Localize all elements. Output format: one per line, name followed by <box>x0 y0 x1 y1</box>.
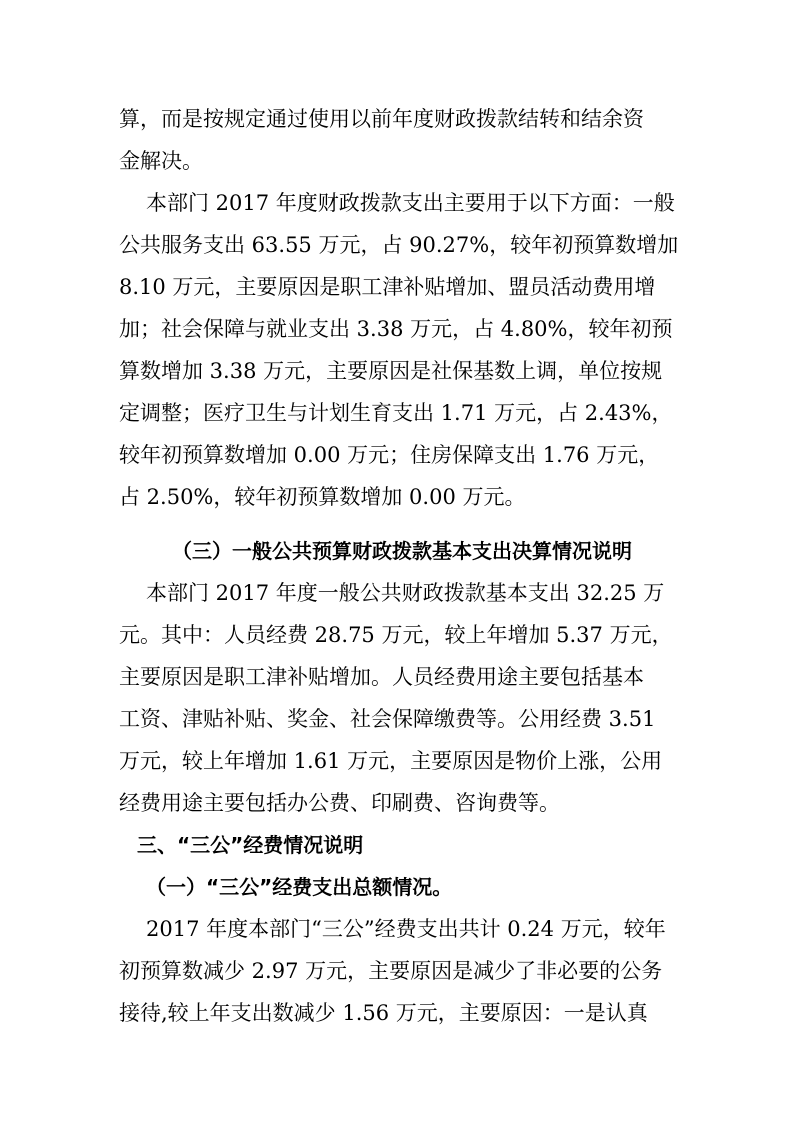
text-line-22: 接待,较上年支出数减少 1.56 万元，主要原因：一是认真 <box>119 1001 648 1025</box>
text-line-20: 2017 年度本部门“三公”经费支出共计 0.24 万元，较年 <box>146 917 666 941</box>
text-line-1: 算，而是按规定通过使用以前年度财政拨款结转和结余资 <box>119 107 644 131</box>
text-line-21: 初预算数减少 2.97 万元，主要原因是减少了非必要的公务 <box>119 959 663 983</box>
text-line-14: 主要原因是职工津补贴增加。人员经费用途主要包括基本 <box>119 665 644 689</box>
text-line-4: 公共服务支出 63.55 万元，占 90.27%，较年初预算数增加 <box>119 233 679 257</box>
text-line-13: 元。其中：人员经费 28.75 万元，较上年增加 5.37 万元， <box>119 623 673 647</box>
text-line-17: 经费用途主要包括办公费、印刷费、咨询费等。 <box>119 791 560 815</box>
chapter-heading-3: 三、“三公”经费情况说明 <box>137 833 364 857</box>
section-heading-3: （三）一般公共预算财政拨款基本支出决算情况说明 <box>172 539 632 563</box>
text-line-15: 工资、津贴补贴、奖金、社会保障缴费等。公用经费 3.51 <box>119 707 656 731</box>
text-line-5: 8.10 万元，主要原因是职工津补贴增加、盟员活动费用增 <box>119 275 656 299</box>
text-line-6: 加；社会保障与就业支出 3.38 万元，占 4.80%，较年初预 <box>119 317 673 341</box>
text-line-10: 占 2.50%，较年初预算数增加 0.00 万元。 <box>119 485 526 509</box>
text-line-3: 本部门 2017 年度财政拨款支出主要用于以下方面：一般 <box>146 191 675 215</box>
text-line-16: 万元，较上年增加 1.61 万元，主要原因是物价上涨，公用 <box>119 749 663 773</box>
subsection-heading-1: （一）“三公”经费支出总额情况。 <box>146 875 453 899</box>
text-line-12: 本部门 2017 年度一般公共财政拨款基本支出 32.25 万 <box>146 581 665 605</box>
text-line-8: 定调整；医疗卫生与计划生育支出 1.71 万元，占 2.43%， <box>119 401 673 425</box>
text-line-9: 较年初预算数增加 0.00 万元；住房保障支出 1.76 万元， <box>119 443 660 467</box>
text-line-2: 金解决。 <box>119 149 203 173</box>
text-line-7: 算数增加 3.38 万元，主要原因是社保基数上调，单位按规 <box>119 359 663 383</box>
